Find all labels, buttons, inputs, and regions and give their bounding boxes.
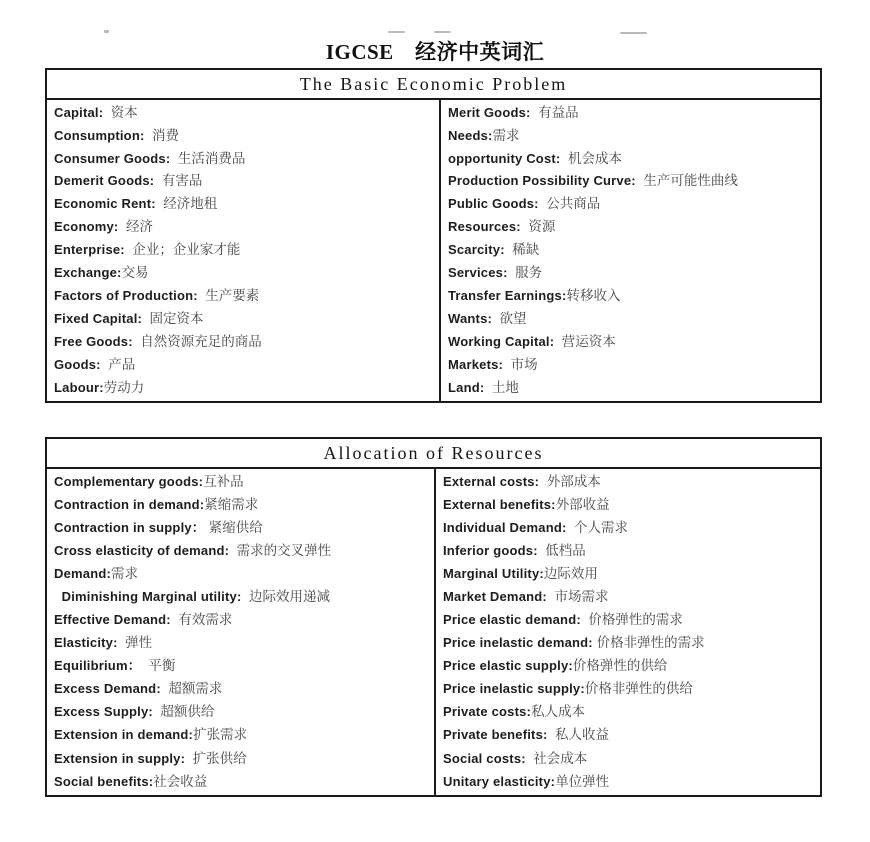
term-english: Cross elasticity of demand: <box>54 542 230 558</box>
vocab-row <box>448 220 816 234</box>
vocab-row <box>448 243 816 257</box>
term-english: Extension in supply: <box>54 750 186 766</box>
term-chinese: 私人成本 <box>531 704 586 720</box>
term-chinese: 自然资源充足的商品 <box>132 333 262 349</box>
vocab-row <box>448 335 816 349</box>
term-chinese: 平衡 <box>140 658 176 674</box>
vocab-row <box>54 682 430 696</box>
term-english: Demerit Goods: <box>54 173 155 189</box>
vocab-row <box>54 381 435 395</box>
term-english: Free Goods: <box>54 333 133 349</box>
term-english: Excess Supply: <box>54 704 153 720</box>
term-english: Demand: <box>54 566 112 582</box>
vocab-row <box>448 174 816 188</box>
vocab-row <box>443 498 816 512</box>
term-english: Transfer Earnings: <box>448 288 567 304</box>
term-chinese: 边际效用递减 <box>241 589 330 605</box>
term-chinese: 有益品 <box>530 104 579 120</box>
vocab-row <box>54 498 430 512</box>
vocab-row <box>443 705 816 719</box>
term-chinese: 紧缩供给 <box>205 519 263 535</box>
term-chinese: 公共商品 <box>538 196 601 212</box>
vocab-row <box>54 106 435 120</box>
vocab-row <box>443 682 816 696</box>
term-english: Private benefits: <box>443 727 548 743</box>
table-column-right <box>434 469 820 795</box>
term-english: Inferior goods: <box>443 542 538 558</box>
table-column-left <box>47 469 434 795</box>
term-chinese: 弹性 <box>117 635 153 651</box>
vocab-row <box>54 129 435 143</box>
vocab-row <box>54 266 435 280</box>
vocab-row <box>54 728 430 742</box>
table-title: The Basic Economic Problem <box>47 70 820 100</box>
term-english: Economy: <box>54 219 119 235</box>
vocab-row <box>54 705 430 719</box>
vocab-row <box>443 728 816 742</box>
term-chinese: 低档品 <box>537 542 586 558</box>
term-chinese: 社会成本 <box>525 750 588 766</box>
term-chinese: 服务 <box>507 265 543 281</box>
term-english: External benefits: <box>443 496 556 512</box>
term-chinese: 资本 <box>103 104 138 120</box>
vocab-row <box>448 358 816 372</box>
page-title: IGCSE 经济中英词汇 <box>325 40 545 64</box>
term-chinese: 经济地租 <box>155 196 218 212</box>
term-english: Needs: <box>448 127 493 143</box>
term-english: Merit Goods: <box>448 104 531 120</box>
vocab-row <box>54 358 435 372</box>
term-english: Economic Rent: <box>54 196 156 212</box>
vocab-row <box>54 521 430 535</box>
vocab-row <box>54 752 430 766</box>
term-english: Wants: <box>448 311 493 326</box>
term-chinese: 个人需求 <box>566 519 629 535</box>
term-chinese: 价格弹性的供给 <box>572 658 668 674</box>
vocab-row <box>54 220 435 234</box>
term-chinese: 有效需求 <box>170 612 233 628</box>
term-english: Scarcity: <box>448 242 505 258</box>
table-body <box>47 100 820 401</box>
term-chinese: 价格非弹性的供给 <box>584 681 693 697</box>
term-english: Services: <box>448 265 508 281</box>
term-chinese: 欲望 <box>492 311 527 326</box>
vocab-row <box>448 152 816 166</box>
vocab-row <box>54 289 435 303</box>
term-chinese: 生产可能性曲线 <box>635 173 738 189</box>
term-chinese: 价格非弹性的需求 <box>592 635 705 651</box>
term-chinese: 企业；企业家才能 <box>124 242 241 258</box>
term-chinese: 边际效用 <box>543 566 598 582</box>
vocab-row <box>443 775 816 789</box>
term-chinese: 扩张供给 <box>185 750 247 766</box>
vocab-table-allocation-of-resources <box>45 437 822 797</box>
vocab-row <box>54 335 435 349</box>
vocab-row <box>443 659 816 673</box>
vocab-row <box>54 152 435 166</box>
term-english: Consumer Goods: <box>54 150 171 166</box>
term-chinese: 转移收入 <box>566 288 621 304</box>
vocab-row <box>448 289 816 303</box>
term-english: Social benefits: <box>54 773 154 789</box>
term-chinese: 超额需求 <box>160 681 223 697</box>
term-english: Public Goods: <box>448 196 539 212</box>
vocab-row <box>54 567 430 581</box>
term-chinese: 固定资本 <box>142 311 204 326</box>
vocab-table-basic-economic-problem <box>45 68 822 403</box>
term-chinese: 外部成本 <box>539 473 601 489</box>
scan-artifact <box>104 30 109 33</box>
term-english: Extension in demand: <box>54 727 194 743</box>
term-english: Factors of Production: <box>54 288 198 304</box>
term-chinese: 生活消费品 <box>170 150 246 166</box>
term-english: Capital: <box>54 104 104 120</box>
scan-artifact <box>388 31 405 33</box>
term-chinese: 紧缩需求 <box>204 496 259 512</box>
term-english: opportunity Cost: <box>448 150 561 166</box>
term-chinese: 劳动力 <box>103 379 145 395</box>
term-english: Enterprise: <box>54 242 125 258</box>
table-title: Allocation of Resources <box>47 439 820 469</box>
term-chinese: 交易 <box>121 265 149 281</box>
table-column-left <box>47 100 439 401</box>
term-chinese: 消费 <box>144 127 180 143</box>
term-english: Unitary elasticity: <box>443 773 556 789</box>
term-english: Marginal Utility: <box>443 566 544 582</box>
vocab-row <box>54 197 435 211</box>
vocab-row <box>54 775 430 789</box>
term-english: Exchange: <box>54 265 122 281</box>
term-chinese: 需求的交叉弹性 <box>229 542 332 558</box>
term-english: Price elastic demand: <box>443 612 581 628</box>
scan-artifact <box>434 31 451 33</box>
term-english: Resources: <box>448 219 521 235</box>
term-chinese: 价格弹性的需求 <box>580 612 683 628</box>
vocab-row <box>448 129 816 143</box>
term-chinese: 土地 <box>484 379 519 395</box>
term-english: External costs: <box>443 473 540 489</box>
term-english: Equilibrium： <box>54 658 141 674</box>
vocab-row <box>448 381 816 395</box>
term-chinese: 稀缺 <box>504 242 540 258</box>
term-english: Complementary goods: <box>54 473 204 489</box>
term-english: Diminishing Marginal utility: <box>54 589 242 605</box>
term-chinese: 产品 <box>100 356 136 372</box>
term-chinese: 社会收益 <box>153 773 208 789</box>
term-english: Effective Demand: <box>54 612 171 628</box>
vocab-row <box>54 475 430 489</box>
term-chinese: 互补品 <box>203 473 244 489</box>
term-english: Labour: <box>54 379 104 395</box>
term-english: Market Demand: <box>443 589 547 605</box>
term-english: Private costs: <box>443 704 532 720</box>
vocab-row <box>54 659 430 673</box>
vocab-row <box>443 752 816 766</box>
vocab-row <box>443 636 816 650</box>
term-english: Individual Demand: <box>443 519 567 535</box>
table-body <box>47 469 820 795</box>
term-english: Excess Demand: <box>54 681 161 697</box>
term-english: Consumption: <box>54 127 145 143</box>
scan-artifact <box>620 32 647 34</box>
term-english: Contraction in supply： <box>54 519 206 535</box>
term-chinese: 机会成本 <box>560 150 622 166</box>
term-chinese: 市场 <box>503 356 538 372</box>
vocab-row <box>443 613 816 627</box>
vocab-row <box>443 544 816 558</box>
vocab-row <box>54 613 430 627</box>
term-chinese: 有害品 <box>154 173 203 189</box>
vocab-row <box>54 243 435 257</box>
vocab-row <box>54 636 430 650</box>
vocab-row <box>443 567 816 581</box>
term-english: Goods: <box>54 356 101 372</box>
term-english: Price inelastic demand: <box>443 635 593 651</box>
term-english: Elasticity: <box>54 635 118 651</box>
term-english: Contraction in demand: <box>54 496 205 512</box>
term-chinese: 生产要素 <box>197 288 260 304</box>
vocab-row <box>54 544 430 558</box>
term-english: Price inelastic supply: <box>443 681 585 697</box>
term-chinese: 私人收益 <box>547 727 610 743</box>
term-chinese: 扩张需求 <box>193 727 248 743</box>
vocab-row <box>443 590 816 604</box>
term-chinese: 资源 <box>520 219 556 235</box>
term-chinese: 市场需求 <box>546 589 609 605</box>
term-english: Markets: <box>448 356 504 372</box>
term-chinese: 外部收益 <box>555 496 610 512</box>
term-english: Working Capital: <box>448 333 555 349</box>
vocab-row <box>448 266 816 280</box>
vocab-row <box>443 521 816 535</box>
vocab-row <box>443 475 816 489</box>
vocab-row <box>448 106 816 120</box>
term-chinese: 单位弹性 <box>555 773 610 789</box>
term-english: Social costs: <box>443 750 526 766</box>
term-chinese: 需求 <box>492 127 520 143</box>
vocab-row <box>54 174 435 188</box>
term-english: Fixed Capital: <box>54 311 143 326</box>
vocab-row <box>54 590 430 604</box>
term-chinese: 超额供给 <box>152 704 215 720</box>
term-english: Production Possibility Curve: <box>448 173 636 189</box>
term-chinese: 经济 <box>118 219 153 235</box>
term-english: Price elastic supply: <box>443 658 573 674</box>
term-chinese: 营运资本 <box>554 333 616 349</box>
table-column-right <box>439 100 820 401</box>
vocab-row <box>448 312 816 326</box>
term-chinese: 需求 <box>111 566 139 582</box>
vocab-row <box>54 312 435 326</box>
vocab-row <box>448 197 816 211</box>
term-english: Land: <box>448 379 485 395</box>
